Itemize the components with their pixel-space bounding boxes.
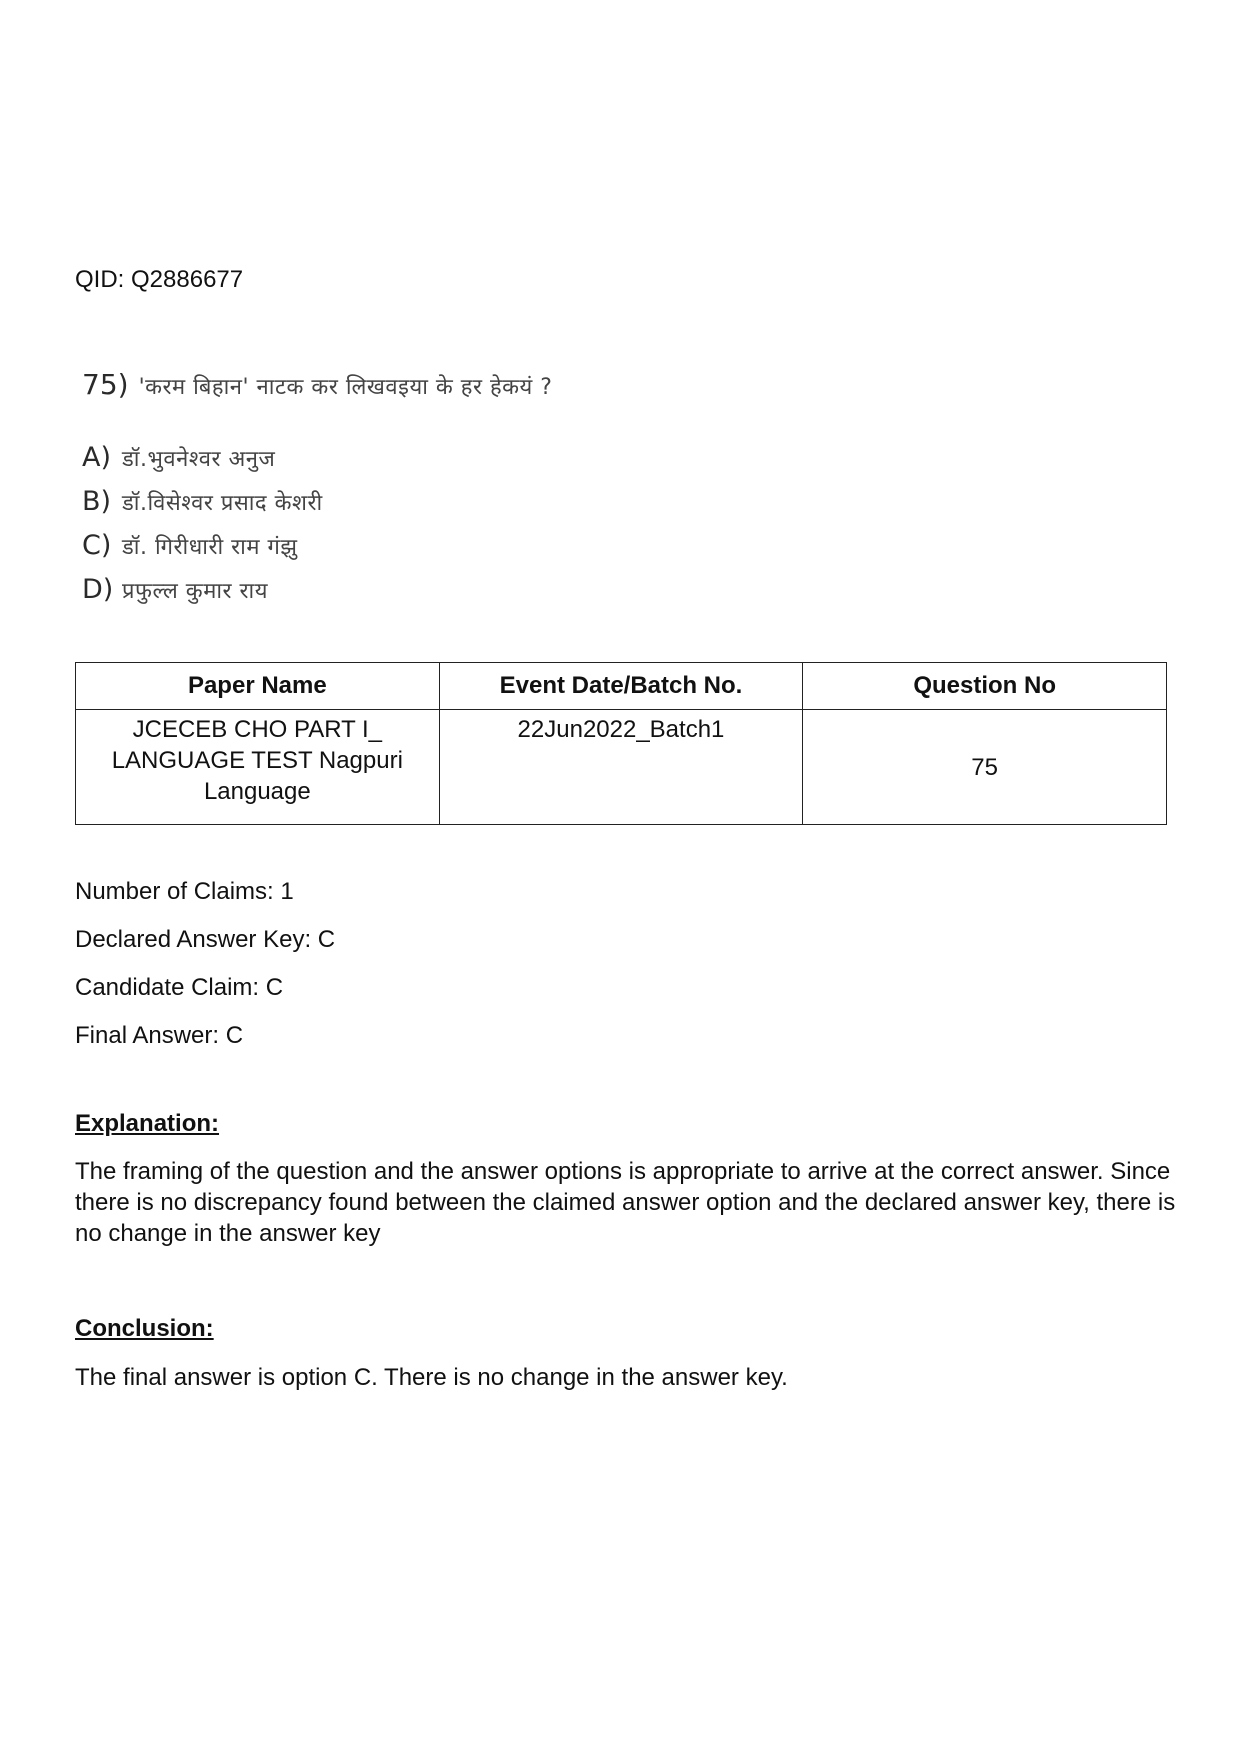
conclusion-body: The final answer is option C. There is no change in the answer key. (75, 1364, 788, 1391)
option-letter: B) (82, 486, 112, 517)
option-letter: A) (82, 442, 112, 473)
option-letter: C) (82, 530, 112, 561)
paper-name-line: Language (203, 778, 311, 805)
table-row (76, 710, 1167, 825)
cell-paper-name (76, 710, 440, 825)
number-of-claims: Number of Claims: 1 (75, 878, 294, 905)
conclusion-heading: Conclusion: (75, 1315, 214, 1342)
header-event-batch: Event Date/Batch No. (439, 663, 803, 710)
cell-event-batch: 22Jun2022_Batch1 (439, 710, 803, 825)
paper-name-line: LANGUAGE TEST Nagpuri (111, 747, 403, 774)
option-text: डॉ. गिरीधारी राम गंझु (122, 535, 298, 560)
option-b (82, 486, 982, 530)
final-answer: Final Answer: C (75, 1022, 244, 1049)
table-header-row (76, 663, 1167, 710)
question-number: 75) (82, 368, 129, 401)
question-meta-table (75, 662, 1167, 825)
option-text: प्रफुल्ल कुमार राय (122, 579, 269, 604)
cell-question-no: 75 (803, 710, 1167, 825)
answer-options (82, 442, 982, 618)
option-c (82, 530, 982, 574)
declared-answer-key: Declared Answer Key: C (75, 926, 336, 953)
question-line (82, 368, 982, 412)
candidate-claim: Candidate Claim: C (75, 974, 284, 1001)
option-text: डॉ.विसेश्वर प्रसाद केशरी (122, 491, 323, 516)
option-text: डॉ.भुवनेश्वर अनुज (122, 447, 276, 472)
explanation-body: The framing of the question and the answer options is appropriate to arrive at the correct answer. Since there is no discrepancy found between the claimed answer option and the declared answer key, there is no change in the answer key (75, 1158, 1176, 1247)
question-id: QID: Q2886677 (75, 266, 244, 293)
question-text: 'करम बिहान' नाटक कर लिखवइया के हर हेकयं ? (138, 375, 553, 400)
question-block (82, 368, 982, 618)
header-question-no: Question No (803, 663, 1167, 710)
option-a (82, 442, 982, 486)
header-paper-name: Paper Name (76, 663, 440, 710)
paper-name-line: JCECEB CHO PART I_ (132, 716, 383, 743)
option-letter: D) (82, 574, 114, 605)
option-d (82, 574, 982, 618)
claim-facts (75, 868, 335, 1060)
explanation-heading: Explanation: (75, 1110, 220, 1137)
